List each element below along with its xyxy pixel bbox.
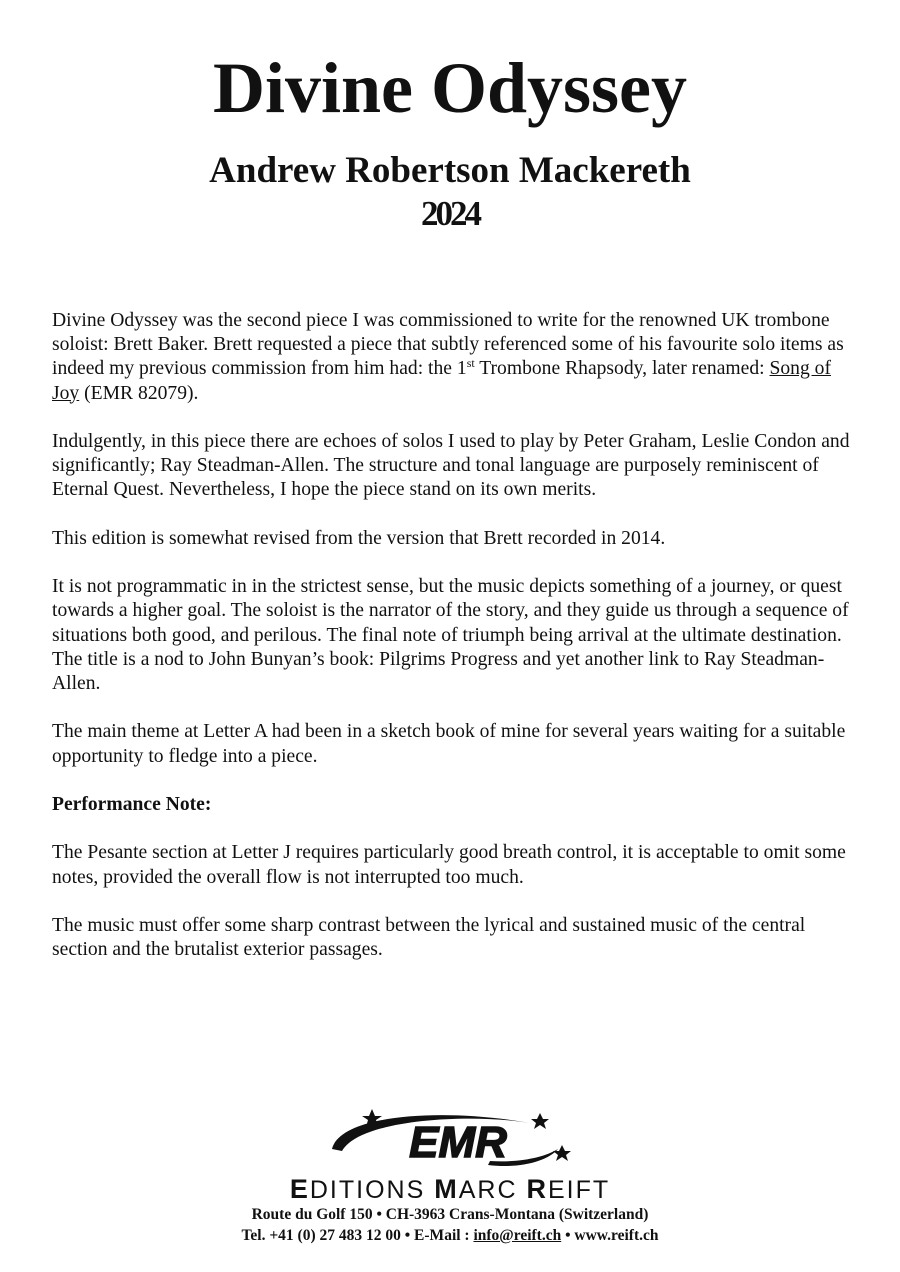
paragraph-commission <box>52 309 862 406</box>
paragraph-influences: Indulgently, in this piece there are echoes of solos I used to play by Peter Graham, Leslie Condon and significantly; Ray Steadman-Allen. The structure and tonal language are purposely reminiscent of Eternal Quest. Nevertheless, I hope the piece stand on its own merits. <box>52 431 850 501</box>
paragraph-pesante: The Pesante section at Letter J requires particularly good breath control, it is acceptable to omit some notes, provided the overall flow is not interrupted too much. <box>52 842 846 888</box>
logo-lettering: EMR <box>409 1118 507 1167</box>
paragraph-commission-text: Divine Odyssey was the second piece I was commissioned to write for the renowned UK trombone soloist: Brett Baker. Brett requested a piece that subtly referenced some of his favourite solo items as indeed my previous commission from him had: the 1 <box>52 310 844 380</box>
email-link[interactable]: info@reift.ch <box>473 1227 562 1244</box>
paragraph-commission-text-cont: Trombone Rhapsody, later renamed: <box>474 358 770 380</box>
composer-name: Andrew Robertson Mackereth <box>209 150 691 191</box>
paragraph-edition: This edition is somewhat revised from the version that Brett recorded in 2014. <box>52 527 666 549</box>
ordinal-suffix: st <box>466 356 475 371</box>
catalogue-number: (EMR 82079). <box>79 382 199 404</box>
emr-logo-icon <box>320 1105 580 1173</box>
performance-note-heading: Performance Note: <box>52 793 212 815</box>
paragraph-programme: It is not programmatic in in the strictest sense, but the music depicts something of a journey, or quest towards a higher goal. The soloist is the narrator of the story, and they guide us through a sequence of situations both good, and perilous. The final note of triumph being arrival at the ultimate destination. The title is a nod to John Bunyan’s book: Pilgrims Progress and yet another link to Ray Steadman-Allen. <box>52 576 849 694</box>
work-title-song-of-joy: Song of Joy <box>52 358 831 404</box>
page-title: Divine Odyssey <box>212 48 688 128</box>
paragraph-main-theme: The main theme at Letter A had been in a sketch book of mine for several years waiting for a suitable opportunity to fledge into a piece. <box>52 721 846 767</box>
composition-year: 2024 <box>421 194 479 233</box>
publisher-contact: Tel. +41 (0) 27 483 12 00 • E-Mail : info@reift.ch • www.reift.ch <box>241 1227 659 1244</box>
program-notes <box>52 309 862 987</box>
publisher-address: Route du Golf 150 • CH-3963 Crans-Montana (Switzerland) <box>251 1206 649 1223</box>
paragraph-contrast: The music must offer some sharp contrast between the lyrical and sustained music of the central section and the brutalist exterior passages. <box>52 914 806 961</box>
publisher-name: EDITIONS MARC REIFT <box>289 1174 611 1204</box>
publisher-footer <box>0 1105 900 1246</box>
